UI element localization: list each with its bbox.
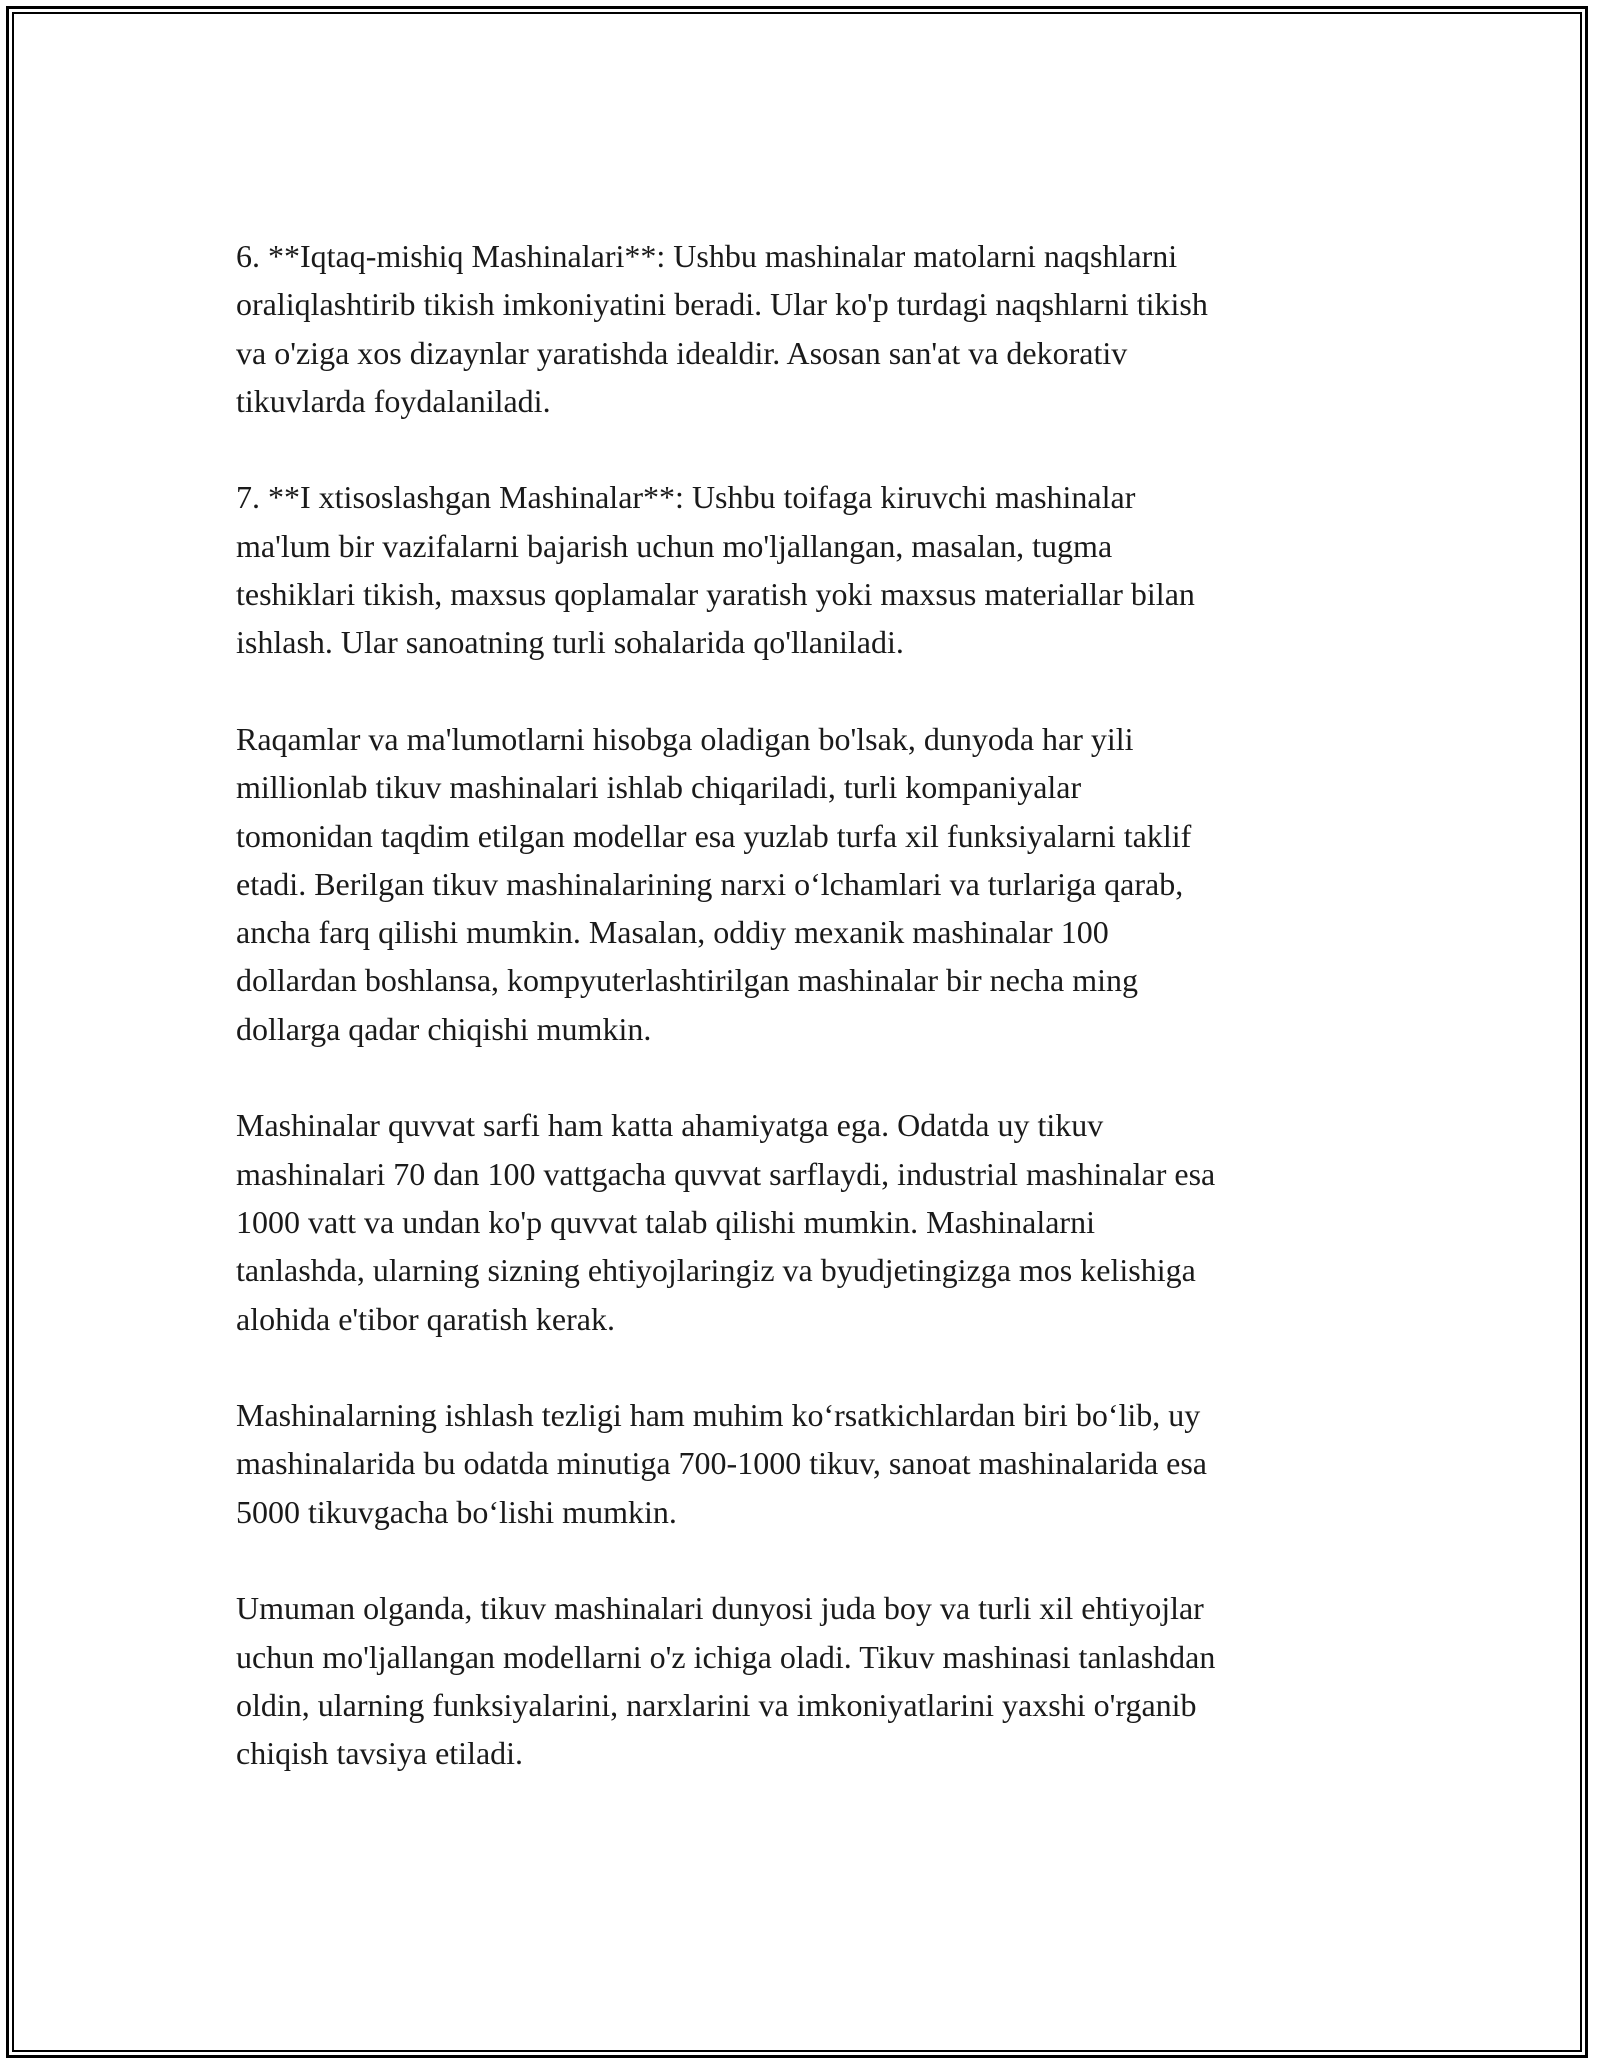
paragraph-production-and-prices: Raqamlar va ma'lumotlarni hisobga oladigan bo'lsak, dunyoda har yili millionlab tikuv mashinalari ishlab chiqariladi, turli kompaniyalar tomonidan taqdim etilgan modellar esa yuzlab turfa xil funksiyalarni taklif etadi. Berilgan tikuv mashinalarining narxi o‘lchamlari va turlariga qarab, ancha farq qilishi mumkin. Masalan, oddiy mexanik mashinalar 100 dollardan boshlansa, kompyuterlashtirilgan mashinalar bir necha ming dollarga qadar chiqishi mumkin.: [236, 720, 1192, 1047]
paragraph-conclusion: Umuman olganda, tikuv mashinalari dunyosi juda boy va turli xil ehtiyojlar uchun mo'ljallangan modellarni o'z ichiga oladi. Tikuv mashinasi tanlashdan oldin, ularning funksiyalarini, narxlarini va imkoniyatlarini yaxshi o'rganib chiqish tavsiya etiladi.: [236, 1590, 1216, 1772]
paragraph-specialized-machines: 7. **I xtisoslashgan Mashinalar**: Ushbu toifaga kiruvchi mashinalar ma'lum bir vazifalarni bajarish uchun mo'ljallangan, masalan, tugma teshiklari tikish, maxsus qoplamalar yaratish yoki maxsus materiallar bilan ishlash. Ular sanoatning turli sohalarida qo'llaniladi.: [236, 479, 1195, 661]
document-body: [236, 232, 1366, 1826]
paragraph-power-consumption: Mashinalar quvvat sarfi ham katta ahamiyatga ega. Odatda uy tikuv mashinalari 70 dan 100 vattgacha quvvat sarflaydi, industrial mashinalar esa 1000 vatt va undan ko'p quvvat talab qilishi mumkin. Mashinalarni tanlashda, ularning sizning ehtiyojlaringiz va byudjetingizga mos kelishiga alohida e'tibor qaratish kerak.: [236, 1107, 1216, 1337]
paragraph-embroidery-machines: 6. **Iqtaq-mishiq Mashinalari**: Ushbu mashinalar matolarni naqshlarni oraliqlashtirib tikish imkoniyatini beradi. Ular ko'p turdagi naqshlarni tikish va o'ziga xos dizaynlar yaratishda idealdir. Asosan san'at va dekorativ tikuvlarda foydalaniladi.: [236, 238, 1208, 419]
paragraph-speed: Mashinalarning ishlash tezligi ham muhim ko‘rsatkichlardan biri bo‘lib, uy mashinalarida bu odatda minutiga 700-1000 tikuv, sanoat mashinalarida esa 5000 tikuvgacha bo‘lishi mumkin.: [236, 1397, 1207, 1530]
